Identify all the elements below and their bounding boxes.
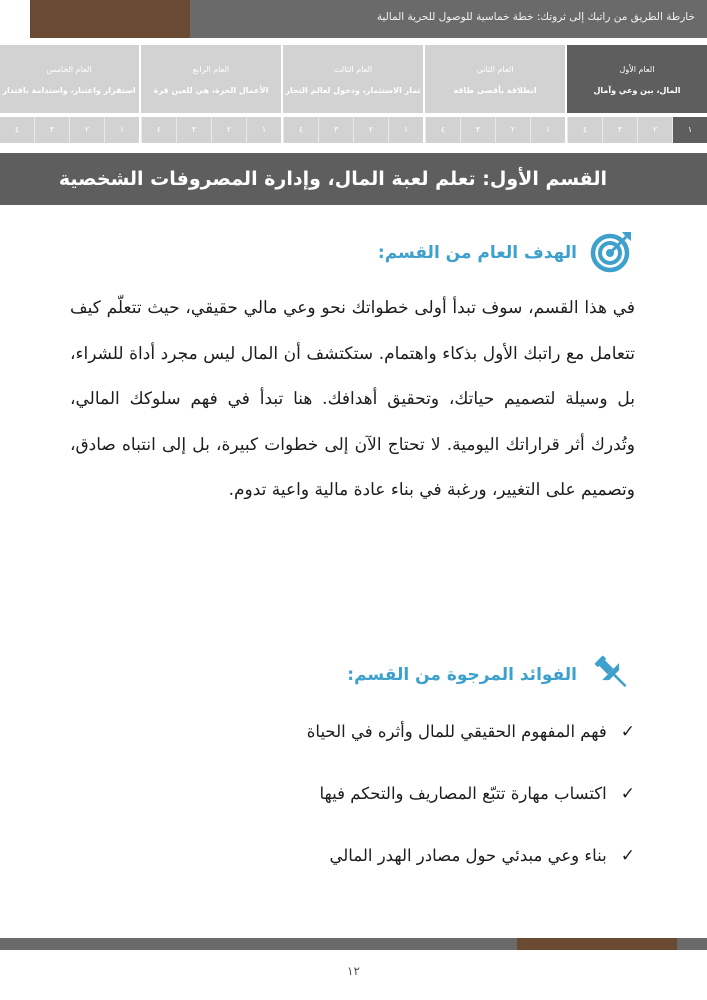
year-2-quarter-1: ١	[530, 117, 565, 143]
year-3-column	[283, 45, 423, 143]
year-1-label: العام الأول	[619, 65, 655, 74]
goal-heading-row	[378, 228, 635, 278]
year-5-label: العام الخامس	[46, 65, 92, 74]
year-1-theme: المال، بين وعي وآمال	[593, 86, 681, 95]
benefits-heading-row	[347, 650, 635, 700]
year-4-theme: الأعمال الحرة، هي للعين قرة	[153, 86, 269, 95]
year-4-quarter-2: ٢	[211, 117, 246, 143]
header-accent-block	[30, 0, 190, 38]
benefit-text: بناء وعي مبدئي حول مصادر الهدر المالي	[329, 846, 607, 865]
roadmap-years	[0, 45, 707, 143]
year-3-quarter-4: ٤	[283, 117, 318, 143]
benefits-list	[70, 712, 635, 898]
year-5-quarter-2: ٢	[69, 117, 104, 143]
year-1-quarters	[567, 117, 707, 143]
benefit-text: اكتساب مهارة تتبّع المصاريف والتحكم فيها	[319, 784, 607, 803]
year-5-column	[0, 45, 139, 143]
year-4-quarter-3: ٣	[176, 117, 211, 143]
top-header-strip	[0, 0, 707, 38]
year-2-quarter-2: ٢	[495, 117, 530, 143]
year-3-theme: ثمار الاستثمار، ودخول لعالم التجار	[285, 86, 421, 95]
checkmark-icon: ✓	[620, 784, 635, 804]
benefit-text: فهم المفهوم الحقيقي للمال وأثره في الحياة	[306, 722, 607, 741]
year-3-header	[283, 45, 423, 113]
list-item	[70, 836, 635, 898]
year-3-label: العام الثالث	[333, 65, 373, 74]
year-4-quarters	[141, 117, 281, 143]
goal-paragraph: في هذا القسم، سوف تبدأ أولى خطواتك نحو وعي مالي حقيقي، حيث تتعلّم كيف تتعامل مع راتبك الأول بذكاء واهتمام. ستكتشف أن المال ليس مجرد أداة للشراء، بل وسيلة لتصميم حياتك، وتحقيق أهدافك. هنا تبدأ في فهم سلوكك المالي، وتُدرك أثر قراراتك اليومية. لا تحتاج الآن إلى خطوات كبيرة، بل إلى انتباه صادق، وتصميم على التغيير، ورغبة في بناء عادة مالية واعية تدوم.	[70, 298, 635, 500]
year-5-header	[0, 45, 139, 113]
year-1-column	[567, 45, 707, 143]
footer-bar	[0, 938, 707, 950]
footer-gray-end	[677, 938, 707, 950]
year-2-label: العام الثاني	[476, 65, 514, 74]
year-1-quarter-4: ٤	[567, 117, 602, 143]
year-1-quarter-3: ٣	[602, 117, 637, 143]
year-5-quarter-1: ١	[104, 117, 139, 143]
year-1-header	[567, 45, 707, 113]
year-5-quarter-3: ٣	[34, 117, 69, 143]
year-2-quarters	[425, 117, 565, 143]
checkmark-icon: ✓	[620, 722, 635, 742]
year-2-quarter-4: ٤	[425, 117, 460, 143]
year-5-theme: استقرار واعتبار، واستدامة باقتدار	[2, 86, 136, 95]
year-3-quarters	[283, 117, 423, 143]
footer-accent-block	[517, 938, 677, 950]
year-2-quarter-3: ٣	[460, 117, 495, 143]
year-4-header	[141, 45, 281, 113]
year-4-quarter-4: ٤	[141, 117, 176, 143]
benefits-heading: الفوائد المرجوة من القسم:	[347, 665, 577, 685]
target-icon	[589, 228, 635, 278]
year-5-quarters	[0, 117, 139, 143]
checkmark-icon: ✓	[620, 846, 635, 866]
year-4-quarter-1: ١	[246, 117, 281, 143]
year-2-theme: انطلاقة بأقصى طاقة	[453, 86, 537, 95]
year-2-column	[425, 45, 565, 143]
list-item	[70, 712, 635, 774]
footer-gray-segment	[0, 938, 517, 950]
year-5-quarter-4: ٤	[0, 117, 34, 143]
year-3-quarter-3: ٣	[318, 117, 353, 143]
year-4-label: العام الرابع	[192, 65, 230, 74]
list-item	[70, 774, 635, 836]
pushpin-icon	[589, 650, 635, 700]
year-4-column	[141, 45, 281, 143]
year-1-quarter-1: ١	[672, 117, 707, 143]
page-number: ١٢	[347, 964, 360, 978]
year-3-quarter-1: ١	[388, 117, 423, 143]
year-3-quarter-2: ٢	[353, 117, 388, 143]
year-2-header	[425, 45, 565, 113]
goal-heading: الهدف العام من القسم:	[377, 243, 577, 263]
year-1-quarter-2: ٢	[637, 117, 672, 143]
section-title: القسم الأول: تعلم لعبة المال، وإدارة المصروفات الشخصية	[0, 153, 707, 205]
document-title: خارطة الطريق من راتبك إلى ثروتك: خطة خماسية للوصول للحرية المالية	[376, 11, 695, 23]
